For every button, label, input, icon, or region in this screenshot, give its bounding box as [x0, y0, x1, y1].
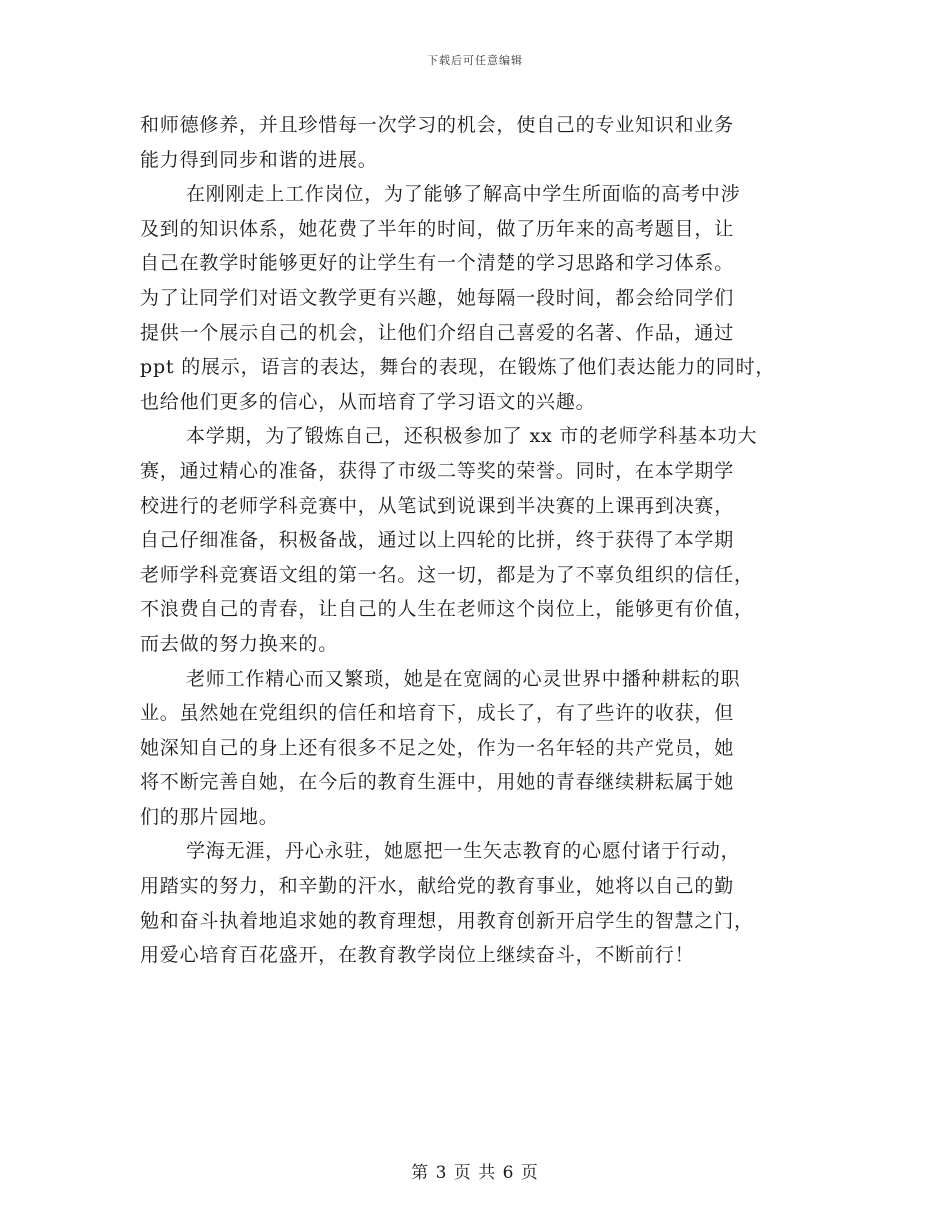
text-line: 也给他们更多的信心，从而培育了学习语文的兴趣。: [140, 390, 596, 413]
text-line: 勉和奋斗执着地追求她的教育理想，用教育创新开启学生的智慧之门，: [140, 909, 754, 932]
text-line: 为了让同学们对语文教学更有兴趣，她每隔一段时间，都会给同学们: [140, 286, 735, 309]
page-number-label: 第 3 页 共 6 页: [411, 1163, 539, 1183]
text-line: 能力得到同步和谐的进展。: [140, 148, 378, 171]
header-note: 下载后可任意编辑: [427, 54, 523, 67]
text-line: 校进行的老师学科竞赛中，从笔试到说课到半决赛的上课再到决赛，: [140, 494, 735, 517]
text-line: 将不断完善自她，在今后的教育生涯中，用她的青春继续耕耘属于她: [140, 771, 735, 794]
text-line: 提供一个展示自己的机会，让他们介绍自己喜爱的名著、作品，通过: [140, 321, 735, 344]
text-line: 在刚刚走上工作岗位，为了能够了解高中学生所面临的高考中涉: [186, 183, 741, 206]
text-line: 业。虽然她在党组织的信任和培育下，成长了，有了些许的收获，但: [140, 702, 735, 725]
text-line: 赛，通过精心的准备，获得了市级二等奖的荣誉。同时，在本学期学: [140, 459, 735, 482]
text-line: 自己仔细准备，积极备战，通过以上四轮的比拼，终于获得了本学期: [140, 529, 735, 552]
page-header: [0, 52, 950, 68]
paragraph-4: [140, 662, 810, 835]
paragraph-3: [140, 419, 810, 661]
text-line: 而去做的努力换来的。: [140, 632, 339, 655]
text-line: 和师德修养，并且珍惜每一次学习的机会，使自己的专业知识和业务: [140, 114, 735, 136]
page-footer: [0, 1158, 950, 1183]
text-line: 本学期，为了锻炼自己，还积极参加了 xx 市的老师学科基本功大: [186, 425, 758, 448]
document-body: [140, 108, 810, 973]
text-line: 们的那片园地。: [140, 805, 279, 828]
paragraph-1: [140, 108, 810, 177]
text-line: 自己在教学时能够更好的让学生有一个清楚的学习思路和学习体系。: [140, 252, 735, 275]
text-line: 学海无涯，丹心永驻，她愿把一生矢志教育的心愿付诸于行动，: [186, 840, 741, 863]
text-line: 及到的知识体系，她花费了半年的时间，做了历年来的高考题目，让: [140, 217, 735, 240]
paragraph-2: [140, 177, 810, 419]
text-line: 用踏实的努力，和辛勤的汗水，献给党的教育事业，她将以自己的勤: [140, 875, 735, 898]
text-line: 她深知自己的身上还有很多不足之处，作为一名年轻的共产党员，她: [140, 736, 735, 759]
text-line: 用爱心培育百花盛开，在教育教学岗位上继续奋斗，不断前行！: [140, 944, 695, 967]
text-line: 不浪费自己的青春，让自己的人生在老师这个岗位上，能够更有价值，: [140, 598, 754, 621]
paragraph-5: [140, 834, 810, 972]
text-line: 老师工作精心而又繁琐，她是在宽阔的心灵世界中播种耕耘的职: [186, 667, 741, 690]
text-line: ppt 的展示，语言的表达，舞台的表现，在锻炼了他们表达能力的同时，: [140, 356, 776, 379]
text-line: 老师学科竞赛语文组的第一名。这一切，都是为了不辜负组织的信任，: [140, 563, 754, 586]
